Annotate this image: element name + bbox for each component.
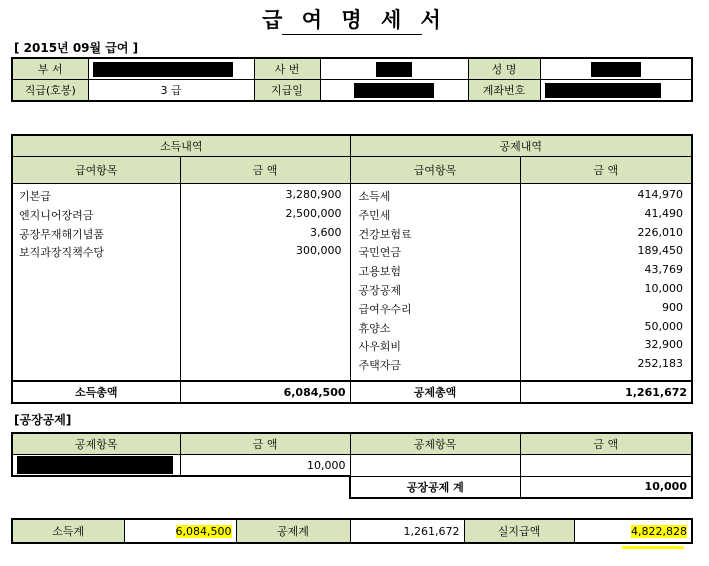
deduction-amount-8: 50,000 (644, 319, 684, 333)
deduction-col-amount: 금 액 (520, 157, 692, 184)
deduction-section-header: 공제내역 (350, 135, 692, 157)
redacted-name (591, 62, 641, 77)
summary-net-cell (574, 519, 692, 543)
empno-label: 사 번 (254, 58, 320, 80)
income-items-cell (12, 184, 180, 382)
income-section-header: 소득내역 (12, 135, 350, 157)
dept-value (88, 58, 254, 80)
grade-value: 3 급 (88, 80, 254, 102)
redacted-empno (376, 62, 412, 77)
income-item-1: 기본급 (19, 190, 51, 203)
deduction-item-8: 휴양소 (358, 321, 391, 335)
summary-net-label: 실지급액 (464, 519, 574, 543)
income-amount-2: 2,500,000 (285, 206, 342, 220)
deduction-amount-10: 252,183 (637, 357, 684, 371)
redacted-paydate (354, 83, 434, 98)
account-label: 계좌번호 (468, 80, 540, 102)
deduction-col-item: 급여항목 (350, 157, 520, 184)
pay-period: [ 2015년 09월 급여 ] (14, 41, 139, 55)
income-col-amount: 금 액 (180, 157, 350, 184)
factory-section-title: [공장공제] (14, 413, 72, 427)
income-amounts-cell (180, 184, 350, 382)
employee-info-table (11, 57, 693, 102)
redacted-account (545, 83, 661, 98)
redacted-dept (93, 62, 233, 77)
deduction-item-10: 주택자금 (358, 359, 402, 373)
deduction-total-value: 1,261,672 (520, 381, 692, 403)
summary-net-value: 4,822,828 (631, 524, 687, 538)
deduction-amount-9: 32,900 (644, 338, 684, 352)
income-total-label: 소득총액 (12, 381, 180, 403)
income-item-4: 보직과장직책수당 (19, 246, 105, 260)
name-value (540, 58, 692, 80)
title-underline (282, 34, 422, 35)
summary-table (11, 518, 693, 544)
summary-income-label: 소득계 (12, 519, 124, 543)
name-label: 성 명 (468, 58, 540, 80)
income-col-item: 급여항목 (12, 157, 180, 184)
deduction-amount-7: 900 (662, 300, 684, 314)
deduction-item-9: 사우회비 (358, 340, 402, 354)
factory-col-amount-1: 금 액 (180, 433, 350, 455)
deduction-amount-6: 10,000 (644, 281, 684, 295)
deduction-amount-1: 414,970 (637, 188, 684, 201)
deduction-amounts-cell (520, 184, 692, 382)
factory-row-amount: 10,000 (180, 455, 350, 477)
summary-income-cell (124, 519, 236, 543)
deduction-items-cell (350, 184, 520, 382)
factory-row-item (12, 455, 180, 477)
factory-total-value: 10,000 (520, 476, 692, 498)
factory-row-amount-2 (520, 455, 692, 477)
factory-col-item-2: 공제항목 (350, 433, 520, 455)
income-item-3: 공장무재해기념품 (19, 227, 105, 241)
account-value (540, 80, 692, 102)
deduction-item-5: 고용보험 (358, 265, 402, 279)
paydate-label: 지급일 (254, 80, 320, 102)
empno-value (320, 58, 468, 80)
pay-detail-table (11, 134, 693, 404)
deduction-amount-4: 189,450 (637, 244, 684, 258)
summary-income-value: 6,084,500 (175, 524, 232, 538)
income-amount-1: 3,280,900 (285, 188, 342, 201)
income-item-2: 엔지니어장려금 (19, 208, 94, 222)
summary-deduction-value: 1,261,672 (350, 519, 464, 543)
highlight-underline (622, 546, 684, 549)
deduction-amount-2: 41,490 (644, 206, 684, 220)
factory-blank-1 (12, 476, 180, 498)
factory-deduction-table (11, 432, 693, 499)
deduction-item-4: 국민연금 (358, 246, 402, 260)
redacted-factory-item (17, 456, 173, 474)
factory-total-label: 공장공제 계 (350, 476, 520, 498)
deduction-amount-5: 43,769 (644, 263, 684, 277)
factory-row-item-2 (350, 455, 520, 477)
income-amount-4: 300,000 (296, 244, 342, 258)
deduction-item-6: 공장공제 (358, 283, 402, 297)
income-amount-3: 3,600 (310, 225, 342, 239)
deduction-total-label: 공제총액 (350, 381, 520, 403)
grade-label: 직급(호봉) (12, 80, 88, 102)
factory-col-amount-2: 금 액 (520, 433, 692, 455)
paydate-value (320, 80, 468, 102)
income-total-value: 6,084,500 (180, 381, 350, 403)
deduction-item-2: 주민세 (358, 208, 391, 222)
document-title: 급 여 명 세 서 (262, 8, 447, 32)
factory-blank-2 (180, 476, 350, 498)
dept-label: 부 서 (12, 58, 88, 80)
summary-deduction-label: 공제계 (236, 519, 350, 543)
deduction-item-7: 급여우수리 (358, 302, 412, 316)
deduction-amount-3: 226,010 (637, 225, 684, 239)
factory-col-item-1: 공제항목 (12, 433, 180, 455)
deduction-item-3: 건강보험료 (358, 227, 412, 241)
deduction-item-1: 소득세 (358, 190, 391, 203)
